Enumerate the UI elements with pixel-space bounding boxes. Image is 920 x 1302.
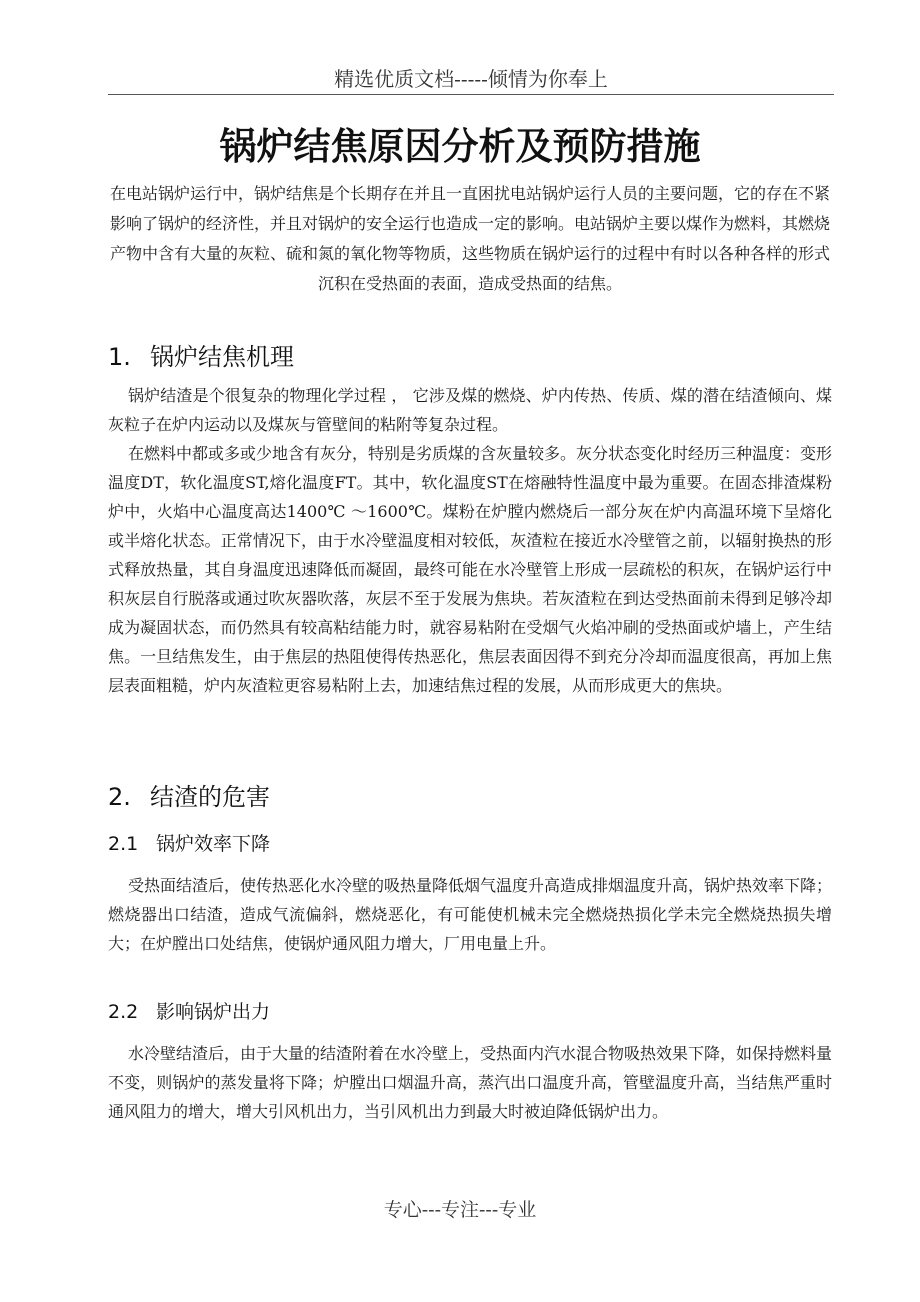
section-2-1-heading (108, 829, 270, 859)
section-2-2-heading (108, 997, 270, 1027)
section-1-paragraph-1: 锅炉结渣是个很复杂的物理化学过程 ， 它涉及煤的燃烧、炉内传热、传质、煤的潜在结渣倾向、煤灰粒子在炉内运动以及煤灰与管壁间的粘附等复杂过程。 (108, 386, 832, 434)
section-1-heading (108, 339, 294, 375)
section-1-title: 锅炉结焦机理 (150, 343, 294, 371)
section-2-heading (108, 779, 270, 815)
section-1-paragraph-2: 在燃料中都或多或少地含有灰分，特别是劣质煤的含灰量较多。灰分状态变化时经历三种温度：变形温度DT，软化温度ST,熔化温度FT。其中，软化温度ST在熔融特性温度中最为重要。在固态排渣煤粉炉中，火焰中心温度高达1400℃ ～1600℃。煤粉在炉膛内燃烧后一部分灰在炉内高温环境下呈熔化或半熔化状态。正常情况下，由于水冷壁温度相对较低，灰渣粒在接近水冷壁管之前，以辐射换热的形式释放热量，其自身温度迅速降低而凝固，最终可能在水冷壁管上形成一层疏松的积灰，在锅炉运行中积灰层自行脱落或通过吹灰器吹落，灰层不至于发展为焦块。若灰渣粒在到达受热面前未得到足够冷却成为凝固状态，而仍然具有较高粘结能力时，就容易粘附在受烟气火焰冲刷的受热面或炉墙上，产生结焦。一旦结焦发生，由于焦层的热阻使得传热恶化，焦层表面因得不到充分冷却而温度很高，再加上焦层表面粗糙，炉内灰渣粒更容易粘附上去，加速结焦过程的发展，从而形成更大的焦块。 (108, 444, 833, 695)
page-footer: 专心---专注---专业 (383, 1199, 537, 1221)
section-2-title: 结渣的危害 (150, 783, 270, 811)
section-2-1-number: 2.1 (108, 833, 139, 855)
page-header: 精选优质文档-----倾情为你奉上 (108, 64, 834, 95)
section-2-2-title: 影响锅炉出力 (156, 1001, 271, 1023)
intro-paragraph: 在电站锅炉运行中，锅炉结焦是个长期存在并且一直困扰电站锅炉运行人员的主要问题，它的存在不紧影响了锅炉的经济性，并且对锅炉的安全运行也造成一定的影响。电站锅炉主要以煤作为燃料，其燃烧产物中含有大量的灰粒、硫和氮的氧化物等物质，这些物质在锅炉运行的过程中有时以各种各样的形式沉积在受热面的表面，造成受热面的结焦。 (109, 184, 830, 293)
document-title: 锅炉结焦原因分析及预防措施 (219, 125, 701, 168)
section-2-number: 2. (108, 783, 131, 811)
section-2-2-paragraph: 水冷壁结渣后，由于大量的结渣附着在水冷壁上，受热面内汽水混合物吸热效果下降，如保持燃料量不变，则锅炉的蒸发量将下降；炉膛出口烟温升高，蒸汽出口温度升高，管壁温度升高，当结焦严重时通风阻力的增大，增大引风机出力，当引风机出力到最大时被迫降低锅炉出力。 (108, 1044, 833, 1121)
section-2-1-title: 锅炉效率下降 (156, 833, 271, 855)
section-2-2-number: 2.2 (108, 1001, 139, 1023)
section-2-1-paragraph: 受热面结渣后，使传热恶化水冷壁的吸热量降低烟气温度升高造成排烟温度升高，锅炉热效率下降；燃烧器出口结渣，造成气流偏斜，燃烧恶化，有可能使机械未完全燃烧热损化学未完全燃烧热损失增大；在炉膛出口处结焦，使锅炉通风阻力增大，厂用电量上升。 (108, 876, 833, 953)
section-1-number: 1. (108, 343, 131, 371)
